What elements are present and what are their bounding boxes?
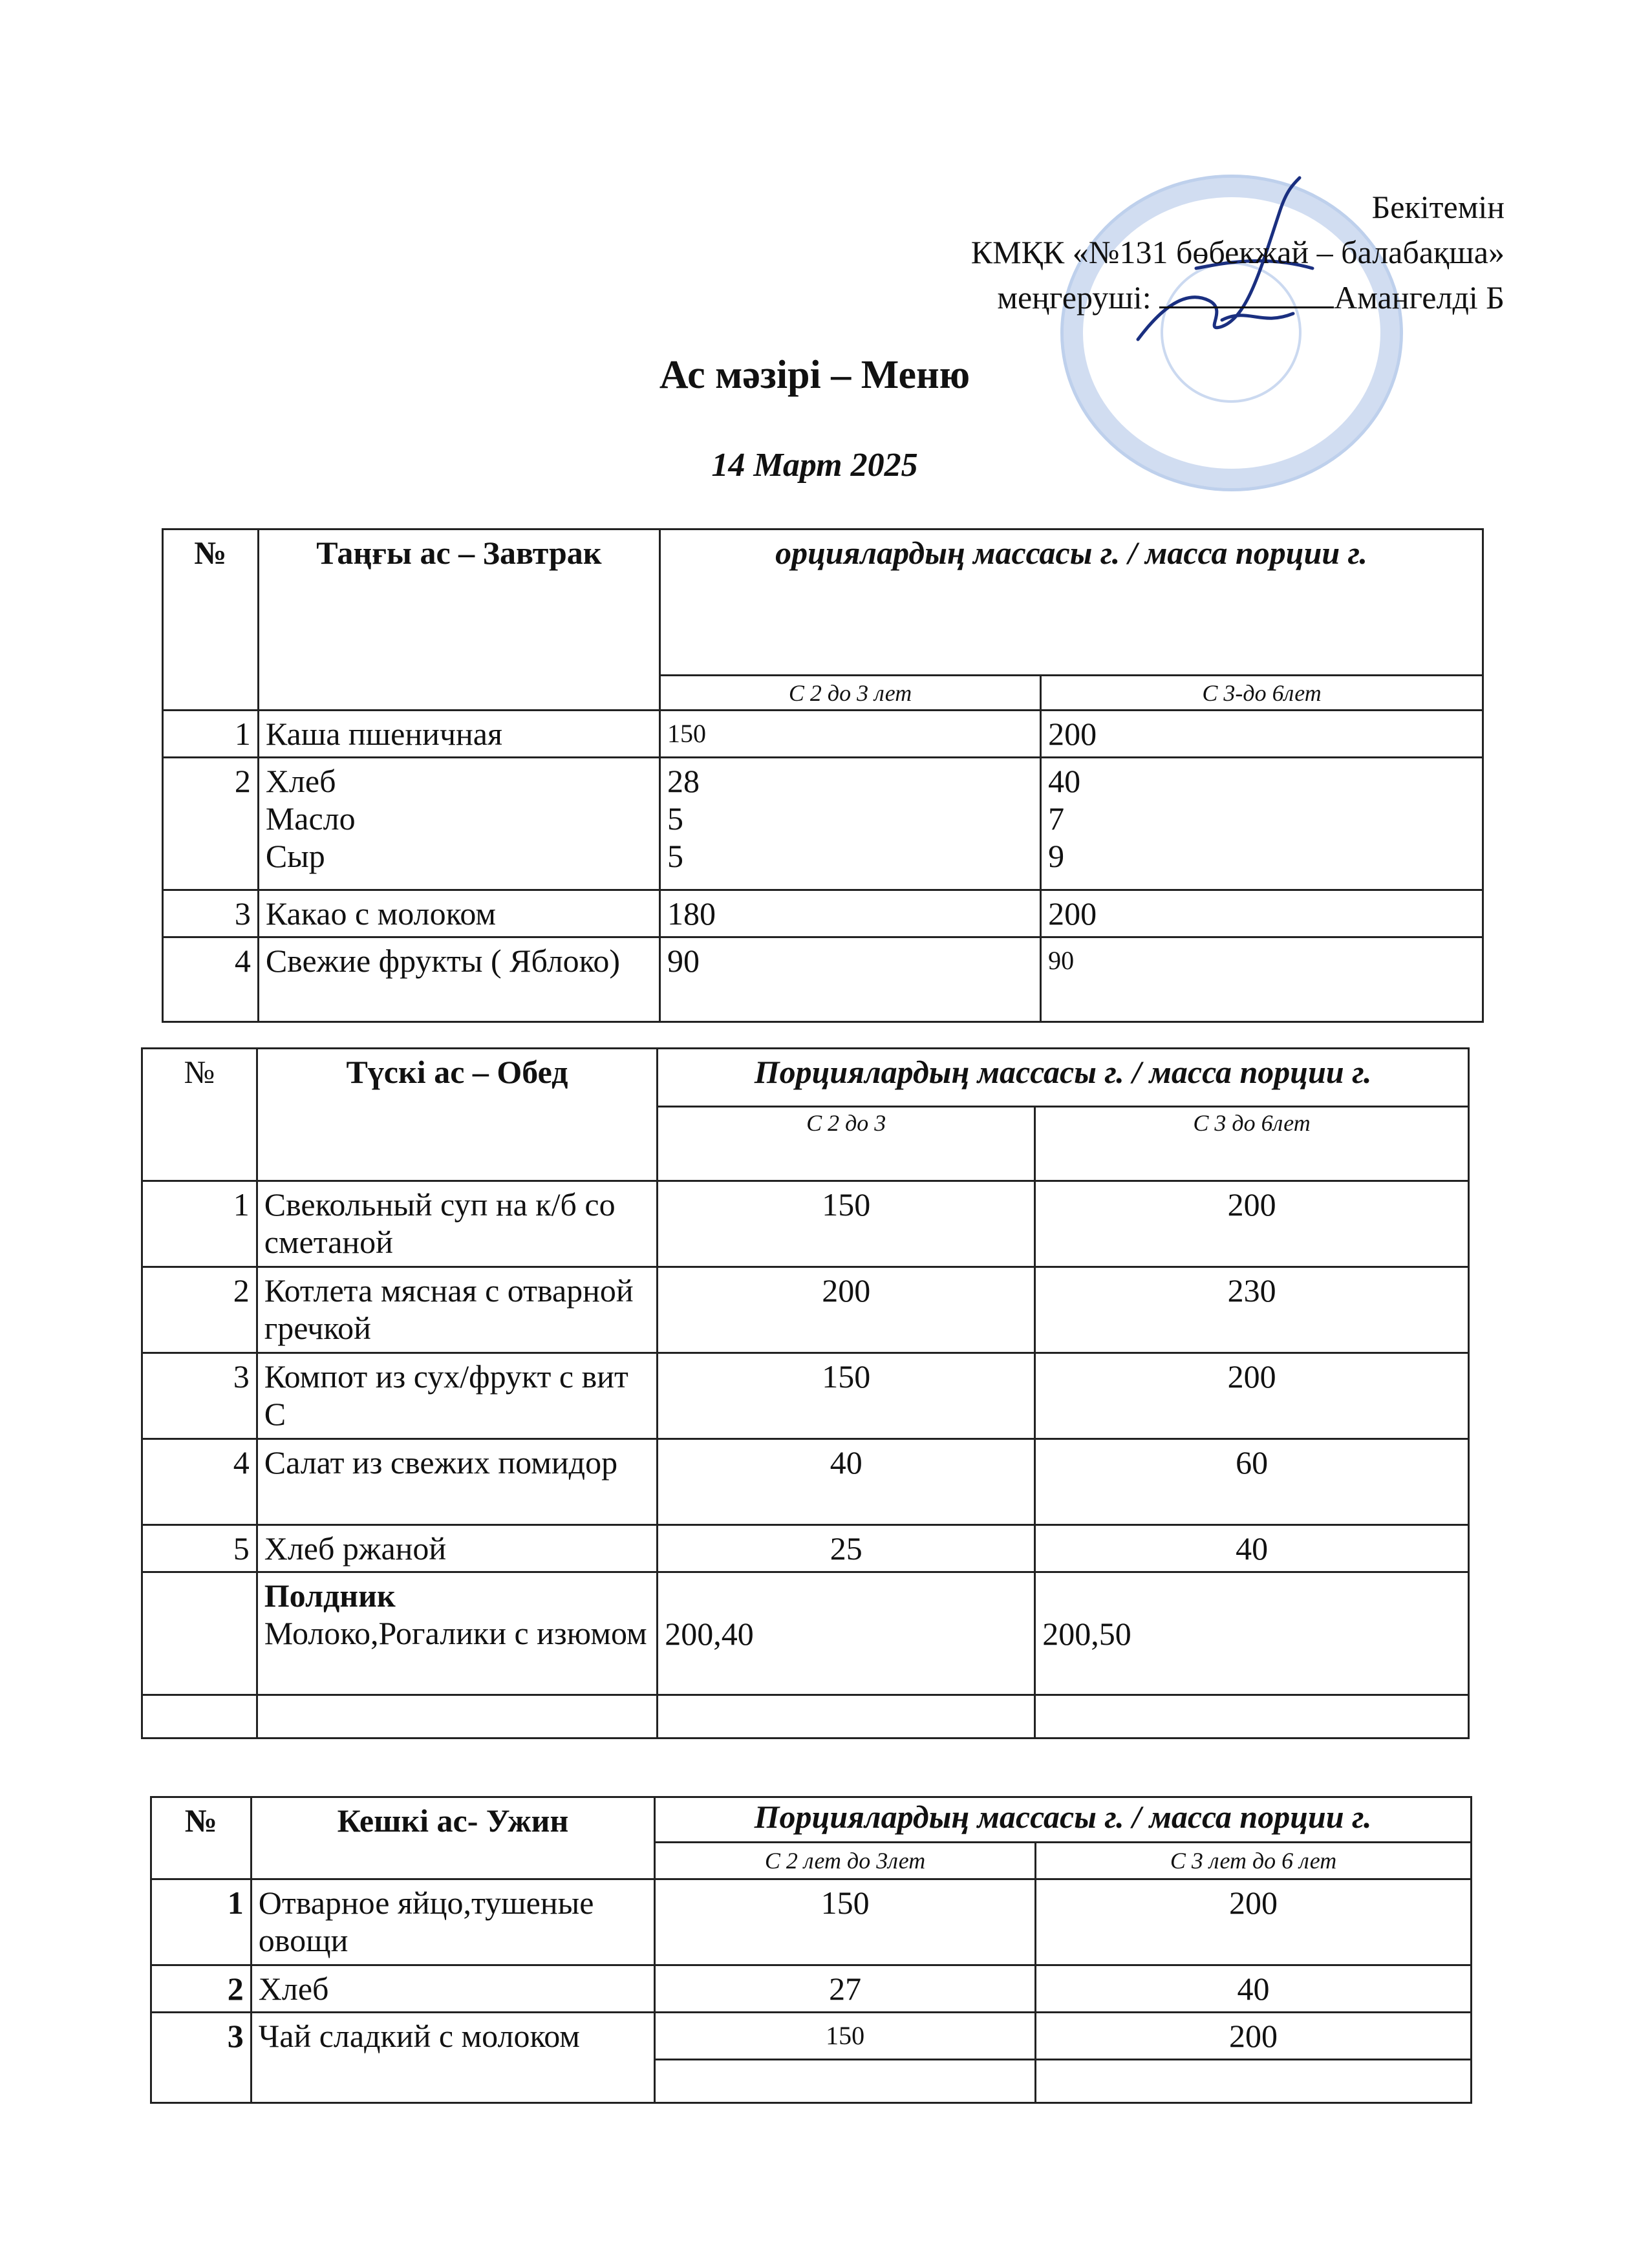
snack-name: Молоко,Рогалики с изюмом (264, 1615, 647, 1651)
row-number: 2 (163, 758, 259, 890)
age-group-b: С 3 до 6лет (1035, 1106, 1469, 1181)
table-header (163, 530, 1483, 676)
approval-line-1: Бекітемін (1371, 189, 1505, 225)
portion-b: 40 (1035, 1525, 1469, 1572)
row-number: 3 (163, 890, 259, 937)
table-row (151, 1879, 1472, 1965)
portion-b: 230 (1035, 1267, 1469, 1353)
menu-date: 14 Март 2025 (711, 447, 918, 484)
row-number: 5 (142, 1525, 257, 1572)
breakfast-table (162, 528, 1484, 1023)
row-number: 3 (142, 1353, 257, 1439)
approval-position: меңгеруші: (997, 279, 1152, 316)
col-meal-header: Түскі ас – Обед (257, 1049, 657, 1181)
row-number: 1 (163, 711, 259, 758)
age-group-b: С 3 лет до 6 лет (1036, 1843, 1472, 1879)
dish-name: Свекольный суп на к/б со сметаной (257, 1181, 657, 1267)
portion-b: 200 (1041, 890, 1483, 937)
dish-name: Хлеб Масло Сыр (258, 758, 659, 890)
age-group-a: С 2 лет до 3лет (655, 1843, 1036, 1879)
dish-name: Отварное яйцо,тушеные овощи (251, 1879, 654, 1965)
dish-name: Каша пшеничная (258, 711, 659, 758)
dish-name: Котлета мясная с отварной гречкой (257, 1267, 657, 1353)
portion-a: 25 (658, 1525, 1035, 1572)
row-number: 2 (142, 1267, 257, 1353)
portion-a: 150 (660, 711, 1041, 758)
dish-name: Свежие фрукты ( Яблоко) (258, 937, 659, 1022)
portion-a: 150 (658, 1353, 1035, 1439)
lunch-table (141, 1047, 1470, 1739)
portion-b: 60 (1035, 1439, 1469, 1525)
portion-a: 200,40 (658, 1572, 1035, 1695)
portion-b: 200 (1035, 1353, 1469, 1439)
portion-a: 150 (658, 1181, 1035, 1267)
dish-name: Чай сладкий с молоком (251, 2013, 654, 2103)
table-row (151, 2013, 1472, 2060)
table-row (163, 890, 1483, 937)
approval-name: Амангелді Б (1334, 279, 1505, 316)
age-group-a: С 2 до 3 лет (660, 676, 1041, 711)
portion-a: 180 (660, 890, 1041, 937)
row-number: 4 (163, 937, 259, 1022)
portion-b: 200 (1035, 1181, 1469, 1267)
dish-name: Хлеб (251, 1965, 654, 2013)
table-row (142, 1181, 1469, 1267)
row-number: 2 (151, 1965, 252, 2013)
row-number: 1 (142, 1181, 257, 1267)
dinner-table (150, 1796, 1472, 2104)
col-mass-header: орциялардың массасы г. / масса порции г. (660, 530, 1483, 676)
row-number: 3 (151, 2013, 252, 2103)
row-number: 1 (151, 1879, 252, 1965)
approval-line-3 (971, 275, 1505, 320)
age-group-b: С 3-до 6лет (1041, 676, 1483, 711)
portion-b: 200 (1041, 711, 1483, 758)
col-meal-header: Кешкі ас- Ужин (251, 1797, 654, 1879)
snack-title: Полдник (264, 1578, 396, 1614)
col-number-header: № (163, 530, 259, 711)
col-meal-header: Таңғы ас – Завтрак (258, 530, 659, 711)
portion-b: 200,50 (1035, 1572, 1469, 1695)
portion-b: 200 (1036, 1879, 1472, 1965)
snack-row (142, 1572, 1469, 1695)
col-number-header: № (142, 1049, 257, 1181)
signature-line (1159, 278, 1334, 308)
portion-a: 27 (655, 1965, 1036, 2013)
col-number-header: № (151, 1797, 252, 1879)
portion-a: 150 (655, 1879, 1036, 1965)
age-group-a: С 2 до 3 (658, 1106, 1035, 1181)
table-row (142, 1353, 1469, 1439)
col-mass-header: Порциялардың массасы г. / масса порции г. (655, 1797, 1472, 1843)
portion-b: 200 (1036, 2013, 1472, 2060)
dish-name: Салат из свежих помидор (257, 1439, 657, 1525)
table-row (142, 1525, 1469, 1572)
portion-a: 200 (658, 1267, 1035, 1353)
dish-name: Какао с молоком (258, 890, 659, 937)
table-row (142, 1439, 1469, 1525)
table-row (151, 1965, 1472, 2013)
approval-block (971, 184, 1505, 320)
portion-a: 28 5 5 (660, 758, 1041, 890)
portion-b: 90 (1041, 937, 1483, 1022)
portion-a: 40 (658, 1439, 1035, 1525)
table-header (151, 1797, 1472, 1843)
portion-b: 40 (1036, 1965, 1472, 2013)
row-number: 4 (142, 1439, 257, 1525)
approval-line-2: КМҚК «№131 бөбекжай – балабақша» (970, 234, 1505, 270)
portion-a: 150 (655, 2013, 1036, 2060)
table-row (163, 711, 1483, 758)
page-title: Ас мәзірі – Меню (659, 353, 970, 397)
portion-a: 90 (660, 937, 1041, 1022)
table-row (163, 937, 1483, 1022)
table-header (142, 1049, 1469, 1107)
empty-row (142, 1695, 1469, 1738)
portion-b: 40 7 9 (1041, 758, 1483, 890)
table-row (163, 758, 1483, 890)
table-row (142, 1267, 1469, 1353)
dish-name: Хлеб ржаной (257, 1525, 657, 1572)
col-mass-header: Порциялардың массасы г. / масса порции г. (658, 1049, 1469, 1107)
snack-cell (257, 1572, 657, 1695)
dish-name: Компот из сух/фрукт с вит С (257, 1353, 657, 1439)
